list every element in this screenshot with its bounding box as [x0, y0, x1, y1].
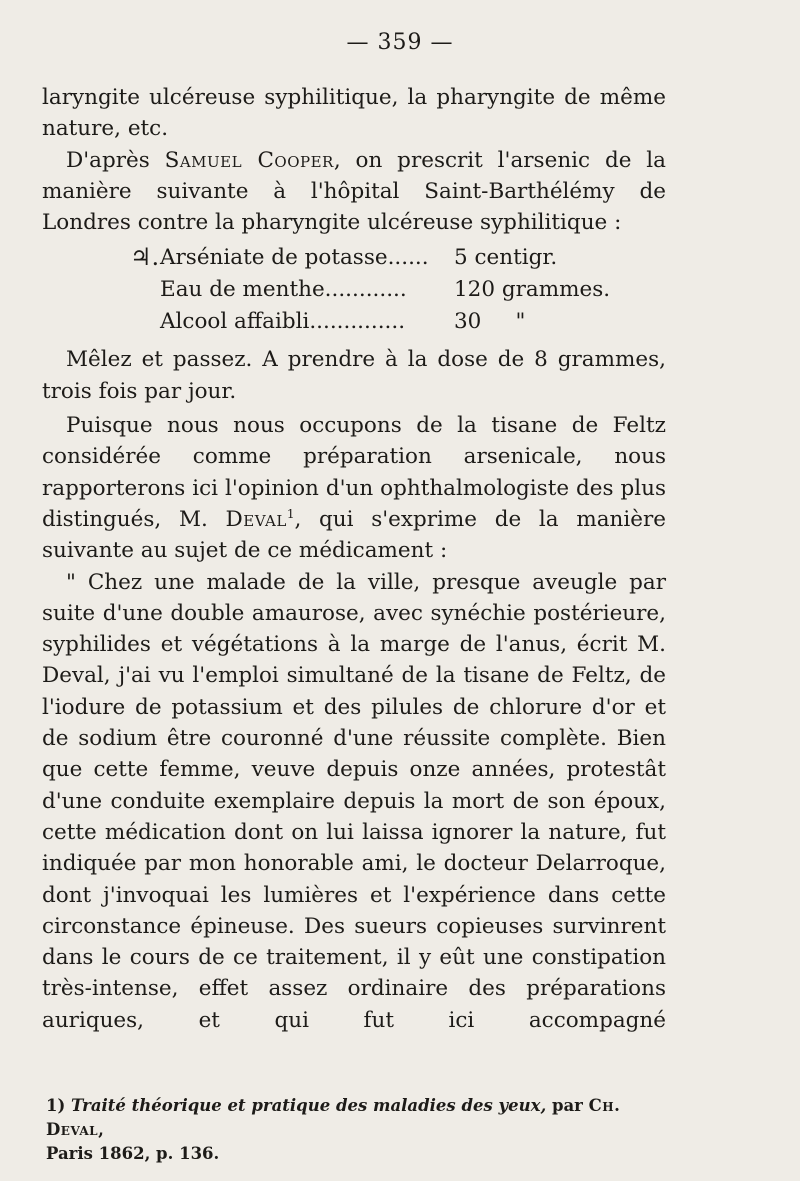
- author-deval: Deval: [225, 506, 287, 532]
- prescription: [42, 242, 666, 338]
- prescription-item-quantity: 30 ": [454, 309, 526, 335]
- prescription-row: [42, 306, 666, 338]
- author-cooper: Samuel Cooper: [164, 147, 334, 173]
- paragraph-cooper-after: , on prescrit l'arsenic de la manière suivante à l'hôpital Saint-Barthélémy de Londres contre la pharyngite ulcéreuse syphilitique :: [42, 147, 666, 236]
- body-text: [42, 82, 666, 1036]
- paragraph-deval: [42, 410, 666, 566]
- footnote-author: Ch. Deval,: [46, 1096, 621, 1139]
- recipe-symbol: ♃.: [130, 243, 160, 272]
- prescription-item-name: Eau de menthe............: [160, 277, 407, 303]
- footnote-place: Paris 1862, p. 136.: [46, 1144, 220, 1163]
- prescription-item-quantity: 5 centigr.: [454, 245, 558, 271]
- footnote: [46, 1094, 666, 1166]
- paragraph-deval-before: Puisque nous nous occupons de la tisane de Feltz considérée comme préparation arsenicale, nous rapporterons ici l'opinion d'un ophthalmologiste des plus distingués, M.: [42, 413, 666, 532]
- prescription-row: [42, 274, 666, 306]
- footnote-by: par: [546, 1096, 589, 1115]
- paragraph-quote: " Chez une malade de la ville, presque aveugle par suite d'une double amaurose, avec synéchie postérieure, syphilides et végétations à la marge de l'anus, écrit M. Deval, j'ai vu l'emploi simultané de la tisane de Feltz, de l'iodure de potassium et des pilules de chlorure d'or et de sodium être couronné d'une réussite complète. Bien que cette femme, veuve depuis onze années, protestât d'une conduite exemplaire depuis la mort de son époux, cette médication dont on lui laissa ignorer la nature, fut indiquée par mon honorable ami, le docteur Delarroque, dont j'invoquai les lumières et l'expérience dans cette circonstance épineuse. Des sueurs copieuses survinrent dans le cours de ce traitement, il y eût une constipation très-intense, effet assez ordinaire des préparations auriques, et qui fut ici accompagné: [42, 569, 666, 1033]
- paragraph-dosage: Mêlez et passez. A prendre à la dose de 8 grammes, trois fois par jour.: [42, 347, 666, 404]
- paragraph-cooper-before: D'après: [66, 147, 165, 173]
- prescription-item-name: Arséniate de potasse......: [160, 245, 429, 271]
- footnote-number: 1): [46, 1096, 66, 1115]
- paragraph-continuation: laryngite ulcéreuse syphilitique, la pharyngite de même nature, etc.: [42, 85, 666, 142]
- page-number: — 359 —: [346, 30, 454, 55]
- paragraph-deval-after: , qui s'exprime de la manière suivante au sujet de ce médicament :: [42, 506, 666, 564]
- prescription-row: [42, 242, 666, 274]
- paragraph-cooper: [42, 145, 666, 239]
- footnote-mark: 1: [286, 506, 295, 521]
- prescription-item-name: Alcool affaibli..............: [160, 309, 406, 335]
- prescription-item-quantity: 120 grammes.: [454, 277, 611, 303]
- footnote-title: Traité théorique et pratique des maladies des yeux,: [71, 1096, 547, 1115]
